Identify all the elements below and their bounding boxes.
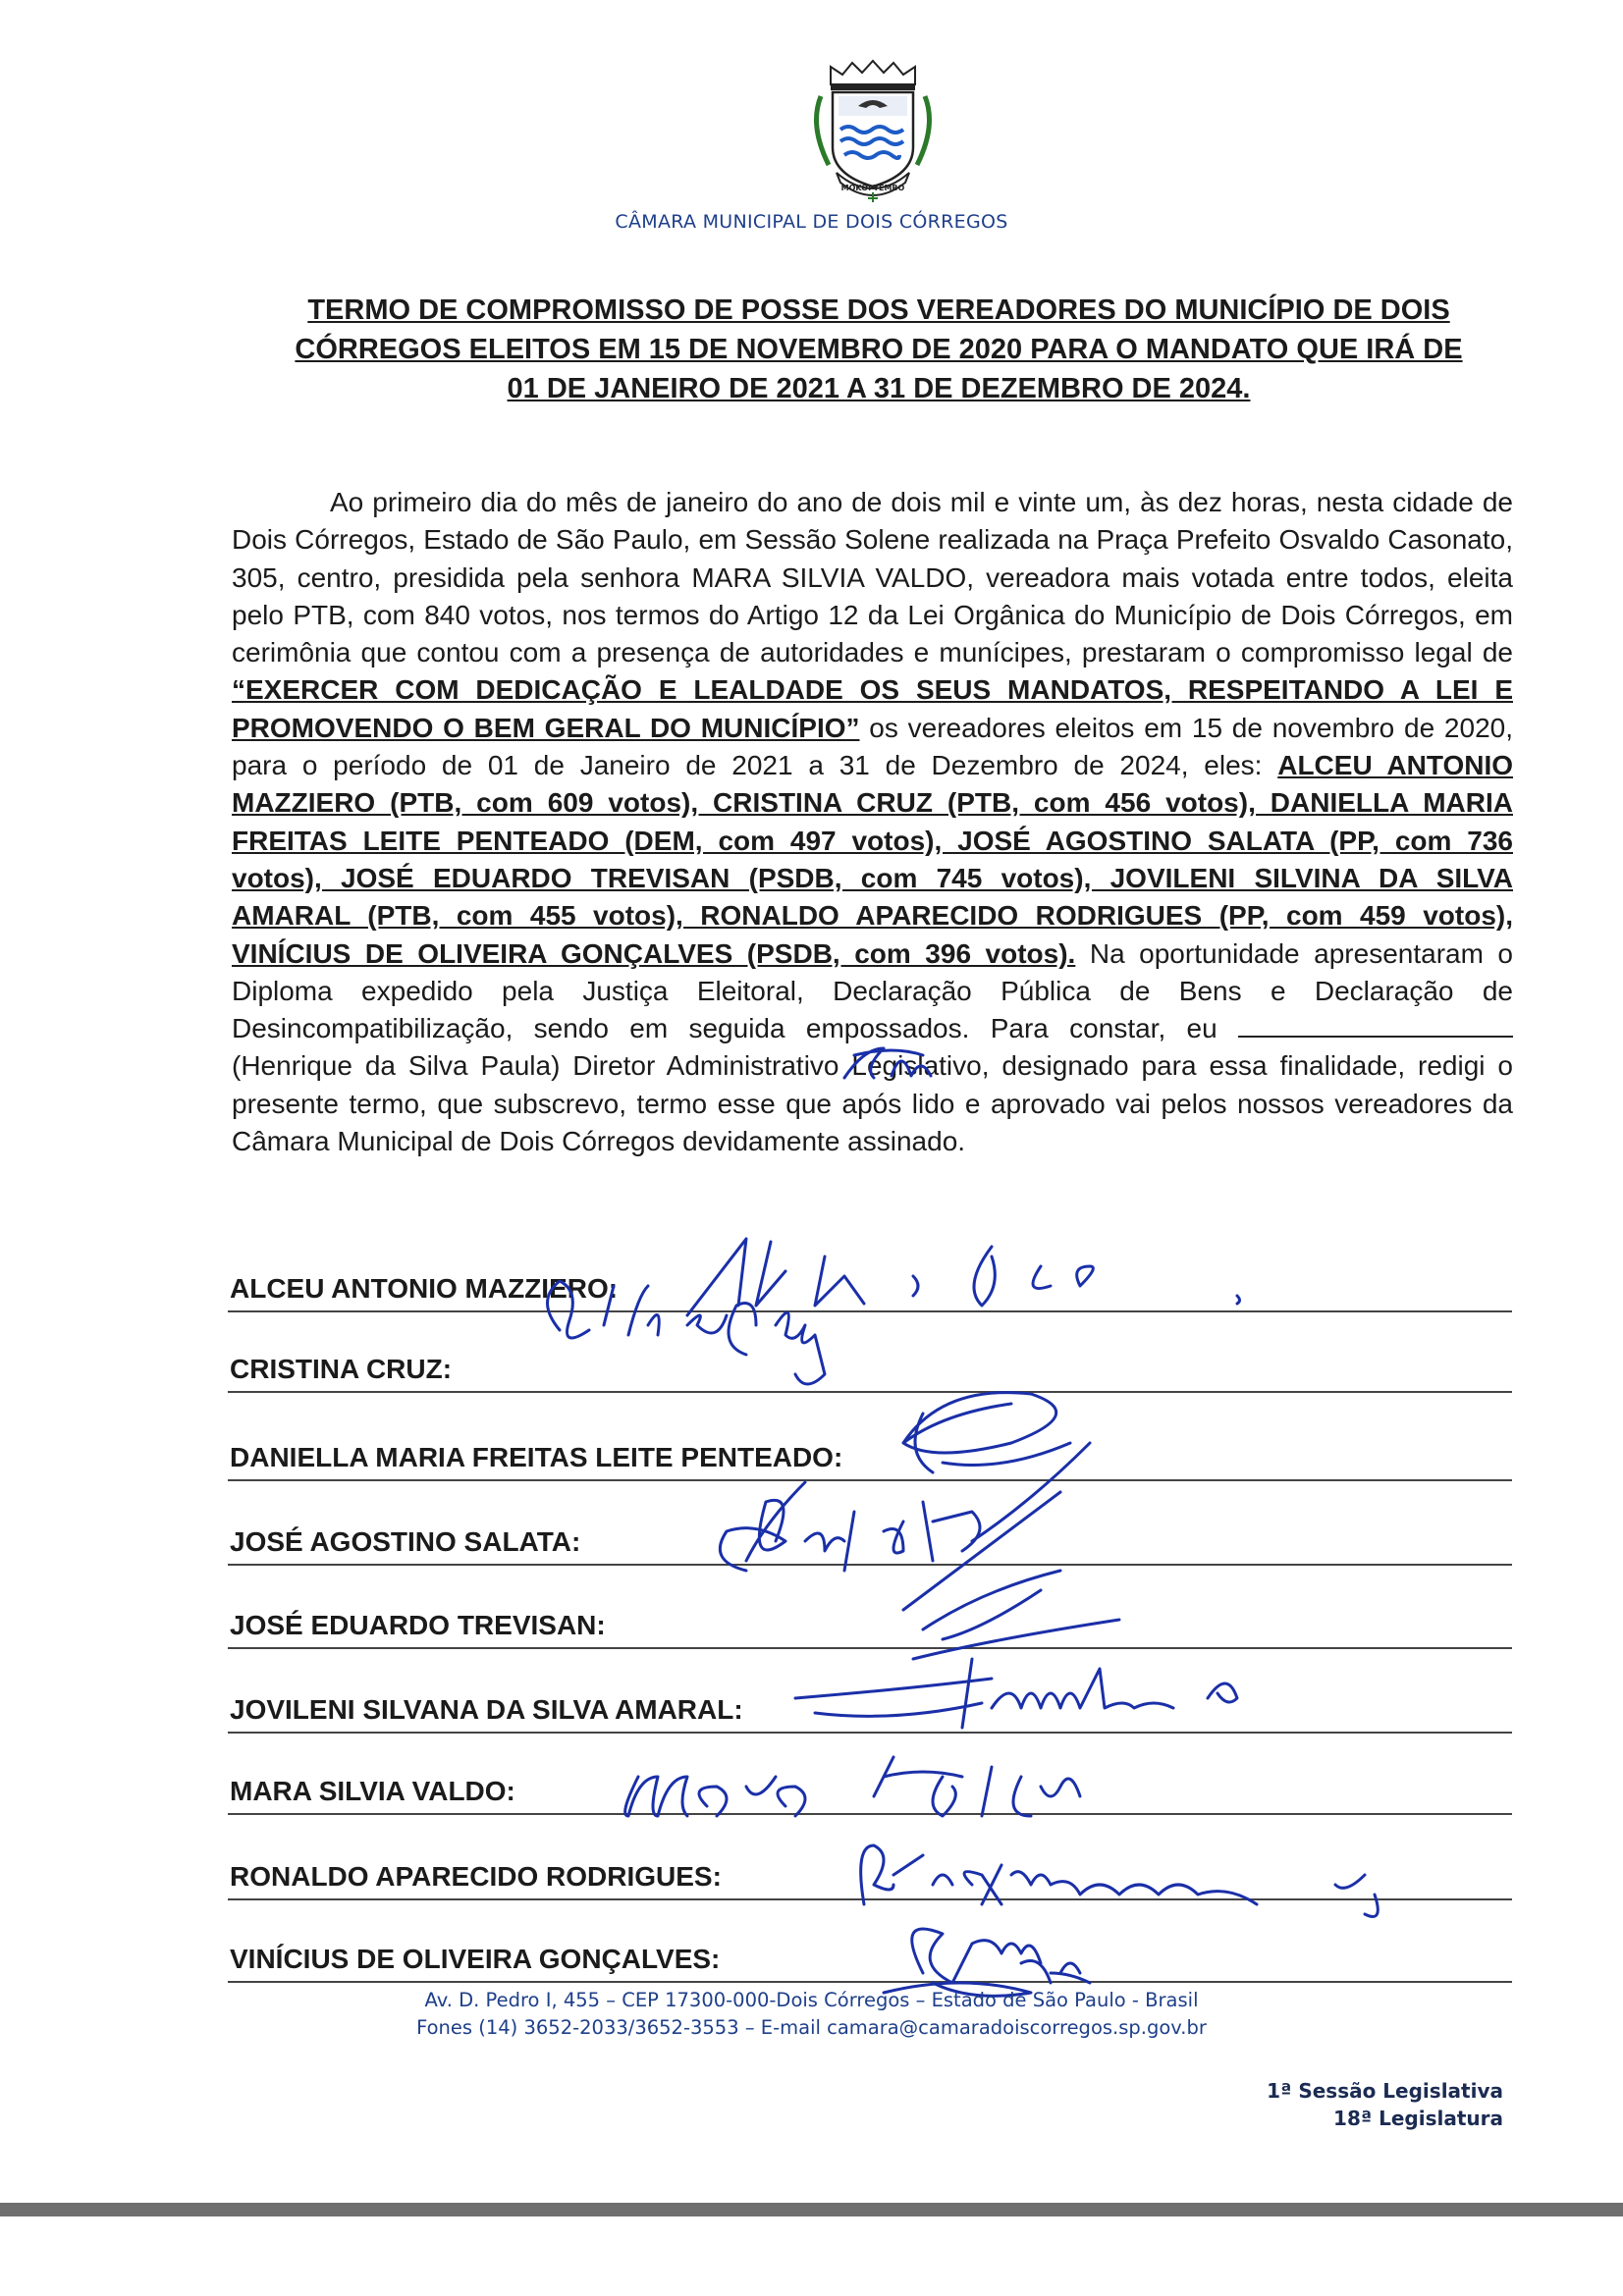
signature-label: JOSÉ AGOSTINO SALATA: [230, 1526, 581, 1557]
body-intro: Ao primeiro dia do mês de janeiro do ano de dois mil e vinte um, às dez horas, nesta cidade de Dois Córregos, Estado de São Paulo, em Sessão Solene realizada na Praça Prefeito Osvaldo Casonato, 305, centro, presidida pela senhora MARA SILVIA VALDO, vereadora mais votada entre todos, eleita pelo PTB, com 840 votos, nos termos do Artigo 12 da Lei Orgânica do Município de Dois Córregos, em cerimônia que contou com a presença de autoridades e munícipes, prestaram o compromisso legal de [232, 487, 1513, 668]
title-line-3: 01 DE JANEIRO DE 2021 A 31 DE DEZEMBRO DE 2024. [507, 373, 1251, 404]
signature-label: ALCEU ANTONIO MAZZIERO: [230, 1273, 619, 1304]
body-closing: (Henrique da Silva Paula) Diretor Administrativo Legislativo, designado para essa finalidade, redigi o presente termo, que subscrevo, termo esse que após lido e aprovado vai pelos nossos vereadores da Câmara Municipal de Dois Córregos devidamente assinado. [232, 1050, 1513, 1157]
signature-label: MARA SILVIA VALDO: [230, 1776, 515, 1806]
body-period: os vereadores eleitos em 15 de novembro de 2020, para o período de 01 de Janeiro de 2021 a 31 de Dezembro de 2024, eles: [232, 712, 1513, 781]
signature-line [228, 1598, 1512, 1649]
signature-line [228, 1430, 1512, 1481]
signature-label: DANIELLA MARIA FREITAS LEITE PENTEADO: [230, 1442, 843, 1472]
term-body [232, 484, 1513, 1160]
elected-councillors-list: ALCEU ANTONIO MAZZIERO (PTB, com 609 votos), CRISTINA CRUZ (PTB, com 456 votos), DANIELLA MARIA FREITAS LEITE PENTEADO (DEM, com 497 votos), JOSÉ AGOSTINO SALATA (PP, com 736 votos), JOSÉ EDUARDO TREVISAN (PSDB, com 745 votos), JOVILENI SILVINA DA SILVA AMARAL (PTB, com 455 votos), RONALDO APARECIDO RODRIGUES (PP, com 459 votos), VINÍCIUS DE OLIVEIRA GONÇALVES (PSDB, com 396 votos). [232, 750, 1514, 969]
oath-text: “EXERCER COM DEDICAÇÃO E LEALDADE OS SEUS MANDATOS, RESPEITANDO A LEI E PROMOVENDO O BEM GERAL DO MUNICÍPIO” [232, 674, 1513, 743]
signature-label: CRISTINA CRUZ: [230, 1354, 453, 1384]
legislature-number: 18ª Legislatura [1333, 2107, 1503, 2130]
body-diploma: Na oportunidade apresentaram o Diploma expedido pela Justiça Eleitoral, Declaração Pública de Bens e Declaração de Desincompatibilização, sendo em seguida empossados. Para constar, eu [232, 937, 1514, 1044]
signature-line [228, 1682, 1512, 1734]
signature-line [228, 1932, 1512, 1983]
footer-contact: Fones (14) 3652-2033/3652-3553 – E-mail camara@camaradoiscorregos.sp.gov.br [416, 2016, 1207, 2039]
signature-label: RONALDO APARECIDO RODRIGUES: [230, 1861, 722, 1892]
chamber-name: CÂMARA MUNICIPAL DE DOIS CÓRREGOS [615, 211, 1008, 233]
signature-line [228, 1764, 1512, 1815]
footer-address: Av. D. Pedro I, 455 – CEP 17300-000-Dois Córregos – Estado de São Paulo - Brasil [424, 1989, 1199, 2011]
signature-line [228, 1849, 1512, 1900]
director-signature-blank [1238, 1014, 1513, 1038]
signature-line [228, 1261, 1512, 1312]
bottom-border [0, 2203, 1623, 2216]
signature-label: JOVILENI SILVANA DA SILVA AMARAL: [230, 1694, 743, 1725]
document-title [226, 291, 1532, 408]
title-line-1: TERMO DE COMPROMISSO DE POSSE DOS VEREADORES DO MUNICÍPIO DE DOIS [307, 294, 1450, 326]
title-line-2: CÓRREGOS ELEITOS EM 15 DE NOVEMBRO DE 2020 PARA O MANDATO QUE IRÁ DE [295, 334, 1463, 365]
crest-motto: MOKOI-YEMBO [840, 184, 905, 192]
signature-label: JOSÉ EDUARDO TREVISAN: [230, 1610, 606, 1640]
legislative-session: 1ª Sessão Legislativa [1267, 2079, 1503, 2103]
signature-line [228, 1342, 1512, 1393]
municipal-crest-logo [801, 57, 945, 204]
signature-label: VINÍCIUS DE OLIVEIRA GONÇALVES: [230, 1944, 721, 1974]
signature-line [228, 1515, 1512, 1566]
